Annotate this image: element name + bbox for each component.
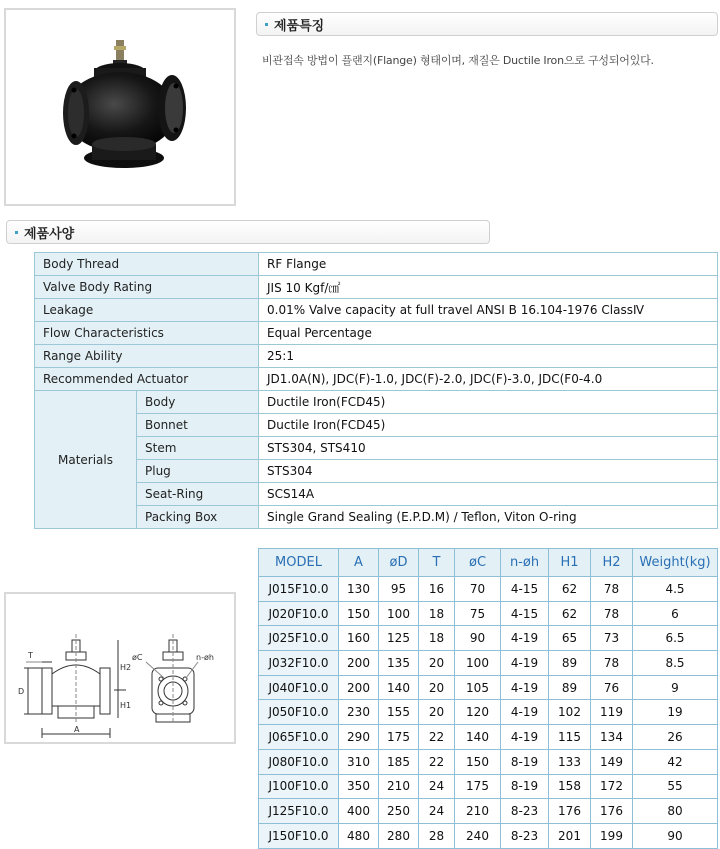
table-cell: 22 [419,725,455,750]
dimension-drawing-image [6,594,234,742]
table-cell: 150 [339,601,379,626]
table-cell: 130 [339,577,379,602]
spec-label: Flow Characteristics [35,322,259,345]
table-row [259,774,718,799]
model-cell: J125F10.0 [259,799,339,824]
model-cell: J040F10.0 [259,675,339,700]
table-cell: 28 [419,823,455,848]
spec-value: JD1.0A(N), JDC(F)-1.0, JDC(F)-2.0, JDC(F)-3.0, JDC(F0-4.0 [259,368,718,391]
spec-table [34,252,718,529]
table-cell: 18 [419,601,455,626]
column-header: n-øh [501,549,549,577]
table-cell: 24 [419,774,455,799]
table-cell: 290 [339,725,379,750]
column-header: A [339,549,379,577]
material-label: Bonnet [137,414,259,437]
table-row [259,577,718,602]
table-row [259,675,718,700]
model-cell: J032F10.0 [259,651,339,676]
spec-row [35,276,718,299]
model-cell: J100F10.0 [259,774,339,799]
table-cell: 230 [339,700,379,725]
table-cell: 8-23 [501,799,549,824]
dim-label-h2: H2 [120,663,132,672]
table-cell: 95 [379,577,419,602]
dimensions-table [258,548,718,849]
table-cell: 102 [549,700,591,725]
column-header: MODEL [259,549,339,577]
table-cell: 26 [633,725,718,750]
table-cell: 19 [633,700,718,725]
table-cell: 120 [455,700,501,725]
table-cell: 115 [549,725,591,750]
table-cell: 172 [591,774,633,799]
table-cell: 8-19 [501,774,549,799]
spec-section-header [6,220,490,244]
spec-value: 0.01% Valve capacity at full travel ANSI B 16.104-1976 ClassⅣ [259,299,718,322]
material-value: Ductile Iron(FCD45) [259,414,718,437]
table-cell: 65 [549,626,591,651]
table-cell: 4-19 [501,725,549,750]
table-cell: 6 [633,601,718,626]
table-cell: 80 [633,799,718,824]
bullet-icon [15,231,18,234]
table-cell: 250 [379,799,419,824]
table-cell: 4-19 [501,700,549,725]
table-row [259,749,718,774]
table-cell: 20 [419,700,455,725]
table-row [259,823,718,848]
materials-row [35,437,718,460]
model-cell: J065F10.0 [259,725,339,750]
table-cell: 70 [455,577,501,602]
table-row [259,799,718,824]
spec-value: 25:1 [259,345,718,368]
table-cell: 135 [379,651,419,676]
material-value: Ductile Iron(FCD45) [259,391,718,414]
column-header: øC [455,549,501,577]
table-cell: 176 [549,799,591,824]
feature-section-title: 제품특징 [274,18,325,34]
table-row [259,651,718,676]
material-label: Body [137,391,259,414]
table-cell: 480 [339,823,379,848]
table-cell: 105 [455,675,501,700]
dim-label-a: A [74,725,80,734]
table-cell: 350 [339,774,379,799]
table-row [259,725,718,750]
table-cell: 210 [379,774,419,799]
material-label: Seat-Ring [137,483,259,506]
material-value: STS304, STS410 [259,437,718,460]
dimensions-body [259,577,718,849]
spec-label: Recommended Actuator [35,368,259,391]
table-cell: 6.5 [633,626,718,651]
materials-row [35,483,718,506]
table-cell: 199 [591,823,633,848]
materials-row [35,506,718,529]
table-cell: 73 [591,626,633,651]
table-cell: 175 [455,774,501,799]
table-cell: 20 [419,675,455,700]
spec-row [35,345,718,368]
column-header: Weight(kg) [633,549,718,577]
spec-row [35,253,718,276]
table-cell: 4-19 [501,651,549,676]
table-cell: 185 [379,749,419,774]
column-header: T [419,549,455,577]
table-cell: 62 [549,577,591,602]
table-cell: 62 [549,601,591,626]
table-cell: 240 [455,823,501,848]
table-cell: 100 [379,601,419,626]
spec-label: Body Thread [35,253,259,276]
material-label: Plug [137,460,259,483]
table-cell: 140 [379,675,419,700]
table-cell: 42 [633,749,718,774]
materials-row [35,391,718,414]
table-row [259,601,718,626]
materials-row [35,414,718,437]
materials-row [35,460,718,483]
dim-label-h1: H1 [120,701,132,710]
spec-row [35,322,718,345]
table-cell: 55 [633,774,718,799]
spec-label: Valve Body Rating [35,276,259,299]
dim-label-d: D [18,687,25,696]
valve-photo-image [6,10,234,204]
table-cell: 4-15 [501,577,549,602]
dimensions-header-row [259,549,718,577]
table-cell: 280 [379,823,419,848]
table-cell: 200 [339,675,379,700]
model-cell: J150F10.0 [259,823,339,848]
table-cell: 8-23 [501,823,549,848]
table-cell: 78 [591,601,633,626]
model-cell: J020F10.0 [259,601,339,626]
table-cell: 78 [591,651,633,676]
table-cell: 89 [549,675,591,700]
materials-label: Materials [35,391,137,529]
material-label: Packing Box [137,506,259,529]
material-value: SCS14A [259,483,718,506]
spec-value: JIS 10 Kgf/㎠ [259,276,718,299]
table-cell: 16 [419,577,455,602]
table-cell: 200 [339,651,379,676]
table-cell: 90 [455,626,501,651]
table-cell: 90 [633,823,718,848]
table-cell: 400 [339,799,379,824]
table-cell: 4-19 [501,675,549,700]
table-cell: 201 [549,823,591,848]
table-cell: 134 [591,725,633,750]
table-cell: 4.5 [633,577,718,602]
column-header: øD [379,549,419,577]
table-cell: 89 [549,651,591,676]
spec-value: Equal Percentage [259,322,718,345]
table-cell: 76 [591,675,633,700]
spec-section-title: 제품사양 [24,226,75,242]
table-cell: 8-19 [501,749,549,774]
dimension-drawing [4,592,236,744]
model-cell: J025F10.0 [259,626,339,651]
material-label: Stem [137,437,259,460]
table-cell: 119 [591,700,633,725]
model-cell: J080F10.0 [259,749,339,774]
table-row [259,700,718,725]
feature-description: 비관접속 방법이 플랜지(Flange) 형태이며, 재질은 Ductile Iron으로 구성되어있다. [262,54,654,67]
table-cell: 22 [419,749,455,774]
table-cell: 4-19 [501,626,549,651]
table-cell: 140 [455,725,501,750]
table-cell: 9 [633,675,718,700]
table-cell: 4-15 [501,601,549,626]
table-cell: 160 [339,626,379,651]
model-cell: J015F10.0 [259,577,339,602]
spec-row [35,299,718,322]
material-value: Single Grand Sealing (E.P.D.M) / Teflon, Viton O-ring [259,506,718,529]
table-cell: 125 [379,626,419,651]
model-cell: J050F10.0 [259,700,339,725]
table-cell: 24 [419,799,455,824]
table-cell: 78 [591,577,633,602]
dim-label-noh: n-øh [196,653,214,662]
spec-row [35,368,718,391]
table-cell: 18 [419,626,455,651]
table-cell: 20 [419,651,455,676]
table-cell: 150 [455,749,501,774]
table-cell: 210 [455,799,501,824]
spec-label: Range Ability [35,345,259,368]
material-value: STS304 [259,460,718,483]
dim-label-t: T [28,651,33,660]
column-header: H2 [591,549,633,577]
dim-label-oc: øC [132,653,143,662]
table-cell: 149 [591,749,633,774]
table-cell: 100 [455,651,501,676]
table-cell: 175 [379,725,419,750]
spec-value: RF Flange [259,253,718,276]
table-cell: 158 [549,774,591,799]
column-header: H1 [549,549,591,577]
table-cell: 8.5 [633,651,718,676]
table-cell: 310 [339,749,379,774]
feature-section-header [256,12,718,36]
table-cell: 176 [591,799,633,824]
product-photo [4,8,236,206]
table-row [259,626,718,651]
spec-label: Leakage [35,299,259,322]
bullet-icon [265,23,268,26]
table-cell: 75 [455,601,501,626]
table-cell: 155 [379,700,419,725]
table-cell: 133 [549,749,591,774]
